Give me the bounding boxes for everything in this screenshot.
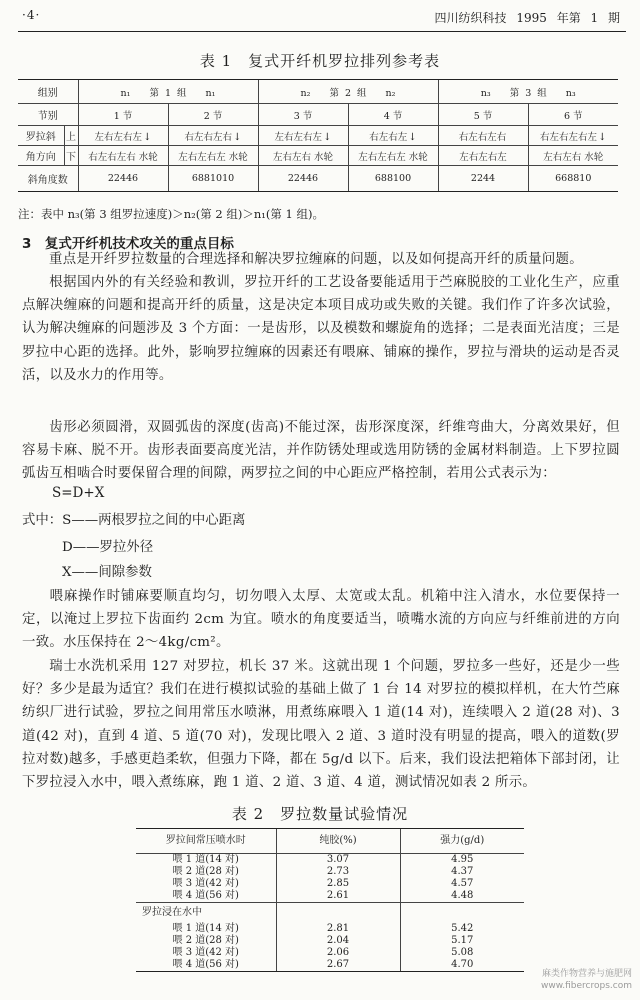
table1-group-row xyxy=(18,80,618,104)
angle-4: 688100 xyxy=(348,166,438,192)
section-3: 3 节 xyxy=(258,104,348,126)
cell: 2.61 xyxy=(276,890,400,903)
table1 xyxy=(18,79,618,192)
cell: 喂 1 道(14 对) xyxy=(172,923,239,934)
table1-title: 表 1 复式开纤机罗拉排列参考表 xyxy=(199,52,441,70)
lower-cell-3: 左右左右 水轮 xyxy=(258,146,348,166)
table1-lower-row xyxy=(18,146,618,166)
paragraph-1 xyxy=(22,248,620,271)
arrow-down-icon: ↓ xyxy=(598,131,607,143)
section-6: 6 节 xyxy=(528,104,618,126)
definition-x: X——间隙参数 xyxy=(62,565,152,580)
arrow-down-icon: ↓ xyxy=(323,131,332,143)
paragraph-4 xyxy=(22,585,620,655)
table-row xyxy=(136,959,524,972)
group-3: n₃ 第 3 组 n₃ xyxy=(438,80,618,104)
cell: 喂 3 道(42 对) xyxy=(172,947,239,958)
cell: 4.95 xyxy=(400,854,524,867)
angle-3: 22446 xyxy=(258,166,348,192)
table1-note: 注：表中 n₃(第 3 组罗拉速度)＞n₂(第 2 组)＞n₁(第 1 组)。 xyxy=(18,207,325,221)
paragraph-4-text: 喂麻操作时铺麻要顺直均匀，切勿喂入太厚、太宽或太乱。机箱中注入清水，水位要保持一定，以淹过上罗拉下齿面约 2cm 为宜。喷水的角度要适当，喷嘴水流的方向应与纤维前进的方向一致。水压保持在 2～4kg/cm²。 xyxy=(22,589,620,651)
table-row xyxy=(136,866,524,878)
cell xyxy=(400,903,524,924)
table1-section-row xyxy=(18,104,618,126)
paragraph-5-text: 瑞士水洗机采用 127 对罗拉，机长 37 米。这就出现 1 个问题，罗拉多一些好，还是少一些好？多少是最为适宜？我们在进行模拟试验的基础上做了 1 台 14 对罗拉的模拟样机，在大竹苎麻纺织厂进行试验，罗拉之间用常压水喷淋，用煮练麻喂入 1 道(14 对)，连续喂入 2 道(28 对)、3 道(42 对)，直到 4 道、5 道(70 对)，发现比喂入 2 道、3 道时没有明显的提高，喂入的道数(罗拉对数)越多，手感更趋柔软，但强力下降，都在 5g/d 以下。后来，我们设法把箱体下部封闭，让下罗拉浸入水中，喂入煮练麻，跑 1 道、2 道、3 道、4 道，测试情况如表 2 所示。 xyxy=(22,659,620,791)
section-1: 1 节 xyxy=(78,104,168,126)
section-heading: 3 复式开纤机技术攻关的重点目标 xyxy=(22,236,234,252)
cell: 4.70 xyxy=(400,959,524,972)
table2-header-1: 罗拉间常压喷水时 xyxy=(136,829,276,854)
cell: 2.85 xyxy=(276,878,400,890)
upper-text-5: 右左右左右 xyxy=(458,131,507,143)
watermark-line-2: www.fibercrops.com xyxy=(541,981,632,991)
angle-1: 22446 xyxy=(78,166,168,192)
arrow-down-icon: ↓ xyxy=(408,131,417,143)
cell: 4.37 xyxy=(400,866,524,878)
upper-text-1: 左右左右左 xyxy=(94,131,143,143)
upper-text-6: 右左右左右左 xyxy=(540,131,598,143)
cell: 喂 2 道(28 对) xyxy=(172,935,239,946)
table2-header-3: 强力(g/d) xyxy=(400,829,524,854)
cell: 2.67 xyxy=(276,959,400,972)
section-2: 2 节 xyxy=(168,104,258,126)
table-row xyxy=(136,890,524,903)
lower-cell-4: 左右左右左 水轮 xyxy=(348,146,438,166)
cell: 2.73 xyxy=(276,866,400,878)
table-row xyxy=(136,878,524,890)
row-label-top: 罗拉斜 xyxy=(18,126,64,146)
cell: 喂 4 道(56 对) xyxy=(136,959,276,972)
watermark-line-1: 麻类作物营养与施肥网 xyxy=(541,969,632,979)
table2 xyxy=(136,828,524,972)
cell: 喂 1 道(14 对) xyxy=(172,854,239,865)
section-4: 4 节 xyxy=(348,104,438,126)
table2-title: 表 2 罗拉数量试验情况 xyxy=(231,805,409,823)
upper-cell-3 xyxy=(258,126,348,146)
cell: 喂 3 道(42 对) xyxy=(172,878,239,889)
header-rule xyxy=(18,31,626,32)
cell: 5.17 xyxy=(400,935,524,947)
table-row xyxy=(136,935,524,947)
upper-cell-4 xyxy=(348,126,438,146)
row-label-bottom: 角方向 xyxy=(18,146,64,166)
site-watermark xyxy=(541,968,632,992)
upper-text-2: 右左右左右 xyxy=(184,131,233,143)
angle-2: 6881010 xyxy=(168,166,258,192)
table-row xyxy=(136,854,524,867)
table1-angle-row xyxy=(18,166,618,192)
angle-6: 668810 xyxy=(528,166,618,192)
cell: 5.08 xyxy=(400,947,524,959)
paragraph-3 xyxy=(22,416,620,486)
paragraph-5 xyxy=(22,655,620,794)
table-row xyxy=(136,923,524,935)
table-row xyxy=(136,947,524,959)
journal-issue: 1995 年第 1 期 xyxy=(516,11,620,25)
cell: 4.48 xyxy=(400,890,524,903)
cell: 2.04 xyxy=(276,935,400,947)
cell: 3.07 xyxy=(276,854,400,867)
pos-lower: 下 xyxy=(64,146,78,166)
group-label: 组别 xyxy=(18,80,78,104)
definition-d: D——罗拉外径 xyxy=(62,540,154,555)
pos-upper: 上 xyxy=(64,126,78,146)
arrow-down-icon: ↓ xyxy=(233,131,242,143)
cell: 喂 2 道(28 对) xyxy=(172,866,239,877)
paragraph-2 xyxy=(22,271,620,387)
cell: 4.57 xyxy=(400,878,524,890)
paragraph-2-text: 根据国内外的有关经验和教训，罗拉开纤的工艺设备要能适用于苎麻脱胶的工业化生产，应重点解决缠麻的问题和提高开纤的质量，这是决定本项目成功或失败的关键。我们作了许多次试验，认为解决缠麻的问题涉及 3 个方面：一是齿形，以及模数和螺旋角的选择；二是表面光洁度；三是罗拉中心距的选择。此外，影响罗拉缠麻的因素还有喂麻、铺麻的操作，罗拉与滑块的运动是否灵活，以及水力的作用等。 xyxy=(22,275,620,383)
lower-cell-5: 左右左右左 xyxy=(438,146,528,166)
journal-name: 四川纺织科技 xyxy=(434,11,507,25)
lower-cell-1: 右左右左右 水轮 xyxy=(78,146,168,166)
upper-text-4: 右左右左 xyxy=(369,131,408,143)
arrow-down-icon: ↓ xyxy=(143,131,152,143)
table1-upper-row xyxy=(18,126,618,146)
upper-cell-2 xyxy=(168,126,258,146)
upper-cell-6 xyxy=(528,126,618,146)
page-number: ·4· xyxy=(22,8,41,22)
cell: 2.06 xyxy=(276,947,400,959)
angle-5: 2244 xyxy=(438,166,528,192)
group-1: n₁ 第 1 组 n₁ xyxy=(78,80,258,104)
journal-header xyxy=(435,9,620,26)
cell: 5.42 xyxy=(400,923,524,935)
definition-s: 式中：S——两根罗拉之间的中心距离 xyxy=(22,513,246,528)
cell: 2.81 xyxy=(276,923,400,935)
section-label: 节别 xyxy=(18,104,78,126)
cell: 喂 4 道(56 对) xyxy=(136,890,276,903)
table2-group-row xyxy=(136,903,524,924)
upper-text-3: 左右左右左 xyxy=(274,131,323,143)
formula: S=D+X xyxy=(52,485,105,501)
group-2: n₂ 第 2 组 n₂ xyxy=(258,80,438,104)
table2-group-label: 罗拉浸在水中 xyxy=(142,907,202,918)
table2-header-row xyxy=(136,829,524,854)
paragraph-3-text: 齿形必须圆滑，双圆弧齿的深度(齿高)不能过深，齿形深度深，纤维弯曲大，分离效果好，但容易卡麻、脱不开。齿形表面要高度光洁，并作防锈处理或选用防锈的金属材料制造。上下罗拉圆弧齿互相啮合时要保留合理的间隙，两罗拉之间的中心距应严格控制，若用公式表示为： xyxy=(22,420,620,482)
lower-cell-2: 左右左右左 水轮 xyxy=(168,146,258,166)
upper-cell-5 xyxy=(438,126,528,146)
paragraph-1-text: 重点是开纤罗拉数量的合理选择和解决罗拉缠麻的问题，以及如何提高开纤的质量问题。 xyxy=(49,252,583,267)
angle-label: 斜角度数 xyxy=(18,166,78,192)
table2-header-2: 纯胶(%) xyxy=(276,829,400,854)
section-5: 5 节 xyxy=(438,104,528,126)
lower-cell-6: 左右左右 水轮 xyxy=(528,146,618,166)
upper-cell-1 xyxy=(78,126,168,146)
cell xyxy=(276,903,400,924)
